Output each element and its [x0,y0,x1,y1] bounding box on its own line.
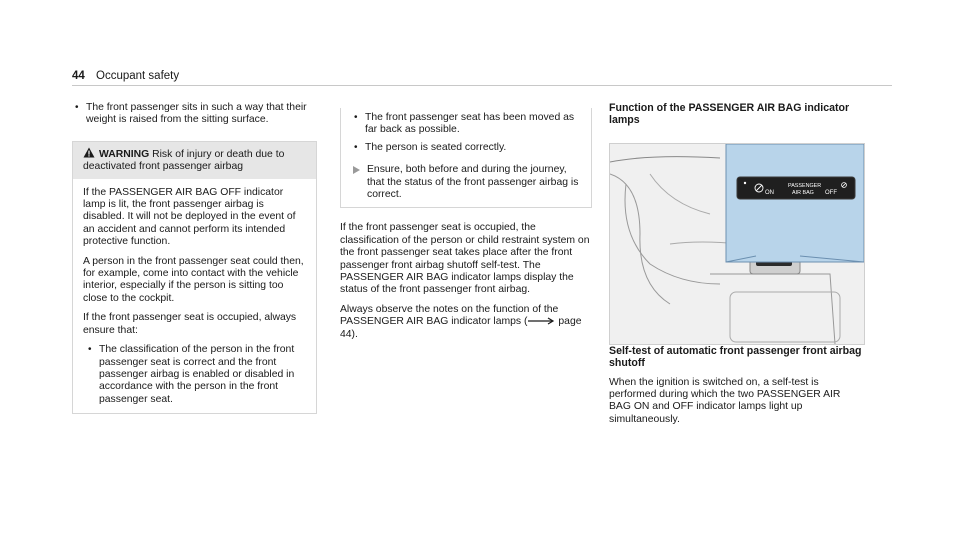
warning-triangle-icon [83,147,95,158]
column-left [72,102,317,414]
warning-paragraph-3: If the front passenger seat is occupied, always ensure that: [83,312,297,336]
lamp-on-label: ON [765,189,774,196]
column-middle [340,108,592,348]
section-title: Occupant safety [96,70,180,82]
notes-paragraph: Always observe the notes on the function of the PASSENGER AIR BAG indicator lamps ( page 44). [340,303,582,340]
sensor-dot-icon [744,182,746,184]
warning-header [73,142,316,179]
dashboard-figure [609,143,865,345]
self-test-paragraph: When the ignition is switched on, a self-test is performed during which the two PASSENGER AIR BAG ON and OFF indicator lamps light up simultaneously. [609,376,841,425]
step-ensure-airbag-status: Ensure, both before and during the journey, that the status of the front passenger airbag is correct. [351,164,581,201]
bullet-seated-correctly: • The person is seated correctly. [351,142,581,154]
warning-paragraph-2: A person in the front passenger seat could then, for example, come into contact with the vehicle interior, especially if the person is sitting too close to the cockpit. [83,255,304,304]
heading-indicator-lamps: Function of the PASSENGER AIR BAG indicator lamps [609,102,850,127]
lamp-off-label: OFF [825,189,837,196]
warning-box [72,141,317,414]
dashboard-illustration [610,144,864,344]
column-right [609,102,863,433]
page-reference-link[interactable]: page 44). [340,316,582,340]
bullet-seat-moved: • The front passenger seat has been moved as far back as possible. [351,112,581,137]
intro-bullet: • The front passenger sits in such a way that their weight is raised from the sitting surface. [72,102,317,127]
header-divider [72,85,892,86]
lamp-passenger-label: PASSENGER [788,182,822,189]
page-number: 44 [72,70,85,82]
page-header [72,70,179,82]
warning-body [73,179,316,414]
cross-reference-arrow-icon [528,317,556,325]
warning-paragraph-1: If the PASSENGER AIR BAG OFF indicator lamp is lit, the front passenger airbag is disabled. It will not be deployed in the event of an accident and cannot perform its intended protective function. [83,186,296,248]
notes-text: Always observe the notes on the function of the PASSENGER AIR BAG indicator lamps [340,303,559,328]
classification-paragraph: If the front passenger seat is occupied, the classification of the person or child restraint system on the front passenger seat takes place after the front passenger front airbag shutoff self-test. The PASSENGER AIR BAG indicator lamps display the status of the front passenger front airbag. [340,222,590,296]
warning-box-continued [340,108,592,208]
lamp-airbag-label: AIR BAG [792,189,814,196]
warning-bullet-1: • The classification of the person in the front passenger seat is correct and the front passenger airbag is enabled or disabled in accordance with the person in the front passenger seat. [85,344,308,406]
heading-self-test: Self-test of automatic front passenger front airbag shutoff [609,344,862,370]
warning-label: WARNING [99,148,150,160]
warning-title: Risk of injury or death due to deactivated front passenger airbag [83,148,285,173]
